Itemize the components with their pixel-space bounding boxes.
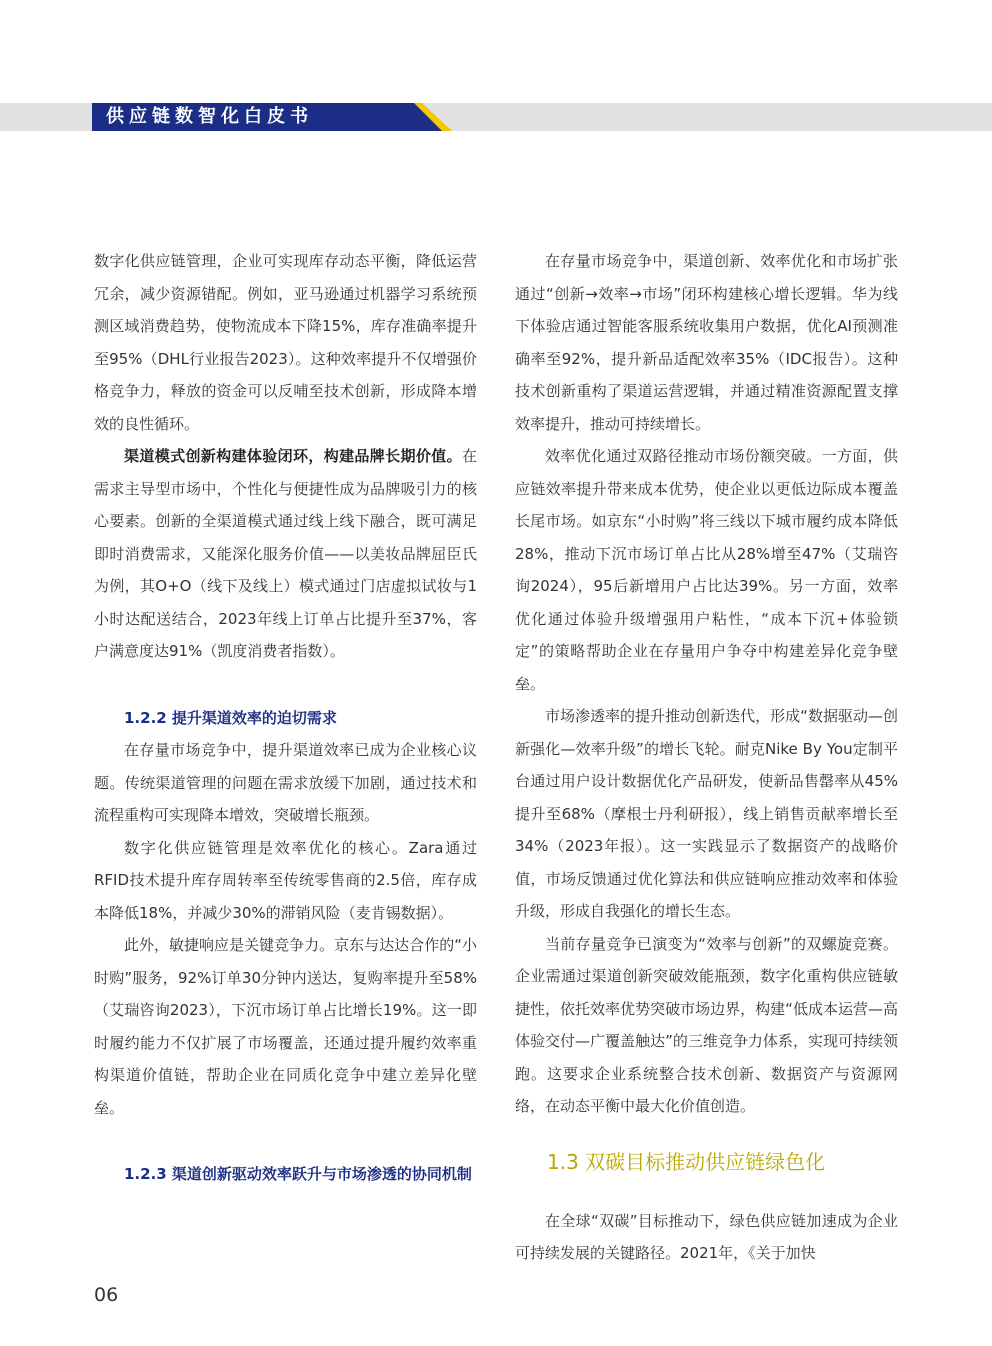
paragraph: 市场渗透率的提升推动创新迭代，形成“数据驱动—创新强化—效率升级”的增长飞轮。耐克Nike By You定制平台通过用户设计数据优化产品研发，使新品售罄率从45%提升至68%（摩根士丹利研报），线上销售贡献率增长至34%（2023年报）。这一实践显示了数据资产的战略价值，市场反馈通过优化算法和供应链响应推动效率和体验升级，形成自我强化的增长生态。 [515, 707, 898, 920]
right-column [515, 245, 898, 1270]
section-heading-1-2-3: 1.2.3 渠道创新驱动效率跃升与市场渗透的协同机制 [124, 1165, 472, 1183]
paragraph: 在存量市场竞争中，提升渠道效率已成为企业核心议题。传统渠道管理的问题在需求放缓下加剧，通过技术和流程重构可实现降本增效，突破增长瓶颈。 [94, 741, 477, 824]
paragraph [94, 440, 477, 668]
paragraph: 在存量市场竞争中，渠道创新、效率优化和市场扩张通过“创新→效率→市场”闭环构建核心增长逻辑。华为线下体验店通过智能客服系统收集用户数据，优化AI预测准确率至92%，提升新品适配效率35%（IDC报告）。这种技术创新重构了渠道运营逻辑，并通过精准资源配置支撑效率提升，推动可持续增长。 [515, 252, 898, 433]
section-heading-1-3: 1.3 双碳目标推动供应链绿色化 [547, 1149, 826, 1174]
section-heading-1-2-2: 1.2.2 提升渠道效率的迫切需求 [124, 708, 337, 727]
paragraph-body: 在需求主导型市场中，个性化与便捷性成为品牌吸引力的核心要素。创新的全渠道模式通过线上线下融合，既可满足即时消费需求，又能深化服务价值——以美妆品牌屈臣氏为例，其O+O（线下及线上）模式通过门店虚拟试妆与1小时达配送结合，2023年线上订单占比提升至37%，客户满意度达91%（凯度消费者指数）。 [94, 447, 477, 660]
paragraph: 此外，敏捷响应是关键竞争力。京东与达达合作的“小时购”服务，92%订单30分钟内送达，复购率提升至58%（艾瑞咨询2023），下沉市场订单占比增长19%。这一即时履约能力不仅扩展了市场覆盖，还通过提升履约效率重构渠道价值链，帮助企业在同质化竞争中建立差异化壁垒。 [94, 936, 477, 1117]
paragraph: 当前存量竞争已演变为“效率与创新”的双螺旋竞赛。企业需通过渠道创新突破效能瓶颈，数字化重构供应链敏捷性，依托效率优势突破市场边界，构建“低成本运营—高体验交付—广覆盖触达”的三维竞争力体系，实现可持续领跑。这要求企业系统整合技术创新、数据资产与资源网络，在动态平衡中最大化价值创造。 [515, 934, 898, 1115]
paragraph: 数字化供应链管理，企业可实现库存动态平衡，降低运营冗余，减少资源错配。例如，亚马逊通过机器学习系统预测区域消费趋势，使物流成本下降15%，库存准确率提升至95%（DHL行业报告2023）。这种效率提升不仅增强价格竞争力，释放的资金可以反哺至技术创新，形成降本增效的良性循环。 [94, 252, 477, 433]
left-column [94, 245, 477, 1191]
paragraph: 效率优化通过双路径推动市场份额突破。一方面，供应链效率提升带来成本优势，使企业以更低边际成本覆盖长尾市场。如京东“小时购”将三线以下城市履约成本降低28%，推动下沉市场订单占比从28%增至47%（艾瑞咨询2024），95后新增用户占比达39%。另一方面，效率优化通过体验升级增强用户粘性，“成本下沉+体验锁定”的策略帮助企业在存量用户争夺中构建差异化竞争壁垒。 [515, 447, 898, 693]
paragraph: 在全球“双碳”目标推动下，绿色供应链加速成为企业可持续发展的关键路径。2021年，《关于加快 [515, 1211, 898, 1262]
page-number: 06 [94, 1284, 119, 1306]
document-title: 供应链数智化白皮书 [106, 106, 313, 127]
paragraph: 数字化供应链管理是效率优化的核心。Zara通过RFID技术提升库存周转率至传统零售商的2.5倍，库存成本降低18%，并减少30%的滞销风险（麦肯锡数据）。 [94, 838, 477, 922]
paragraph-lead: 渠道模式创新构建体验闭环，构建品牌长期价值。 [124, 447, 462, 465]
